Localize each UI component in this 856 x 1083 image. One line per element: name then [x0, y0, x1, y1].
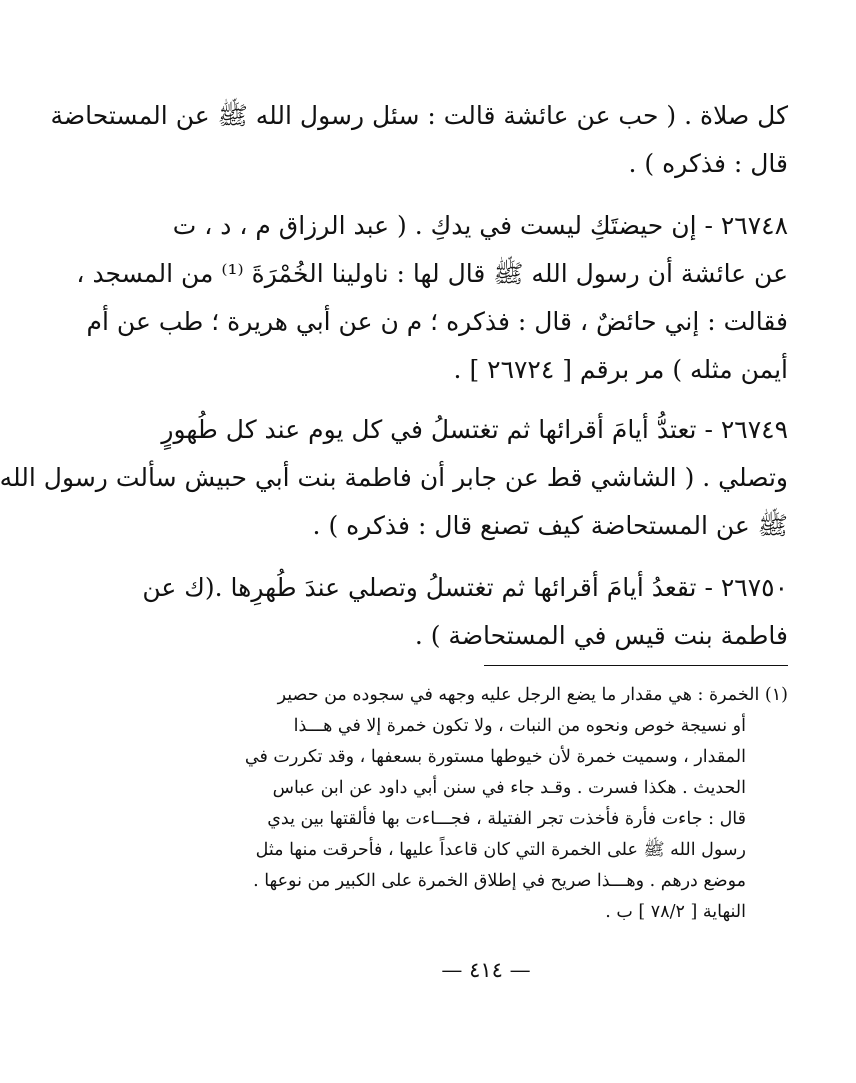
- footnote-line-3: المقدار ، وسميت خمرة لأن خيوطها مستورة بسعفها ، وقد تكررت في: [244, 747, 746, 767]
- entry-26748-line-3: فقالت : إني حائضٌ ، قال : فذكره ؛ م ن عن أبي هريرة ؛ طب عن أم: [86, 307, 788, 336]
- entry-26748-line-4: أيمن مثله ) مر برقم [ ٢٦٧٢٤ ] .: [453, 355, 788, 384]
- footnote-line-8: النهاية [ ٧٨/٢ ] ب .: [605, 902, 746, 922]
- footnote: [190, 680, 788, 928]
- footnote-line-7: موضع درهم . وهـــذا صريح في إطلاق الخمرة على الكبير من نوعها .: [253, 871, 746, 891]
- entry-26747-line-1: كل صلاة . ( حب عن عائشة قالت : سئل رسول الله ﷺ عن المستحاضة: [50, 101, 788, 130]
- page-body: [0, 92, 788, 928]
- page-number: — ٤١٤ —: [441, 958, 531, 982]
- footnote-line-4: الحديث . هكذا فسرت . وقـد جاء في سنن أبي داود عن ابن عباس: [272, 778, 746, 798]
- footnote-separator: [190, 660, 788, 672]
- footnote-rule: [484, 665, 788, 666]
- entry-26747-line-2: قال : فذكره ) .: [628, 149, 788, 178]
- entry-26748-line-1: ٢٦٧٤٨ - إن حيضتَكِ ليست في يدكِ . ( عبد الرزاق م ، د ، ت: [172, 211, 788, 240]
- footnote-line-6: رسول الله ﷺ على الخمرة التي كان قاعداً عليها ، فأحرقت منها مثل: [255, 840, 746, 860]
- footnote-line-5: قال : جاءت فأرة فأخذت تجر الفتيلة ، فجـــاءت بها فألقتها بين يدي: [267, 809, 746, 829]
- entry-26750-line-2: فاطمة بنت قيس في المستحاضة ) .: [414, 621, 788, 650]
- footnote-line-1: (١) الخمرة : هي مقدار ما يضع الرجل عليه وجهه في سجوده من حصير: [277, 685, 788, 705]
- entry-26750-line-1: ٢٦٧٥٠ - تقعدُ أيامَ أقرائها ثم تغتسلُ وتصلي عندَ طُهرِها .(ك عن: [142, 573, 788, 602]
- entry-26749-line-3: ﷺ عن المستحاضة كيف تصنع قال : فذكره ) .: [312, 511, 788, 540]
- entry-26748-line-2: عن عائشة أن رسول الله ﷺ قال لها : ناولينا الخُمْرَةَ ⁽¹⁾ من المسجد ،: [76, 259, 788, 288]
- entry-26749-line-2: وتصلي . ( الشاشي قط عن جابر أن فاطمة بنت أبي حبيش سألت رسول الله: [0, 463, 788, 492]
- footnote-line-2: أو نسيجة خوص ونحوه من النبات ، ولا تكون خمرة إلا في هـــذا: [293, 716, 746, 736]
- entry-26749-line-1: ٢٦٧٤٩ - تعتدُّ أيامَ أقرائها ثم تغتسلُ في كل يوم عند كل طُهورٍ: [161, 415, 788, 444]
